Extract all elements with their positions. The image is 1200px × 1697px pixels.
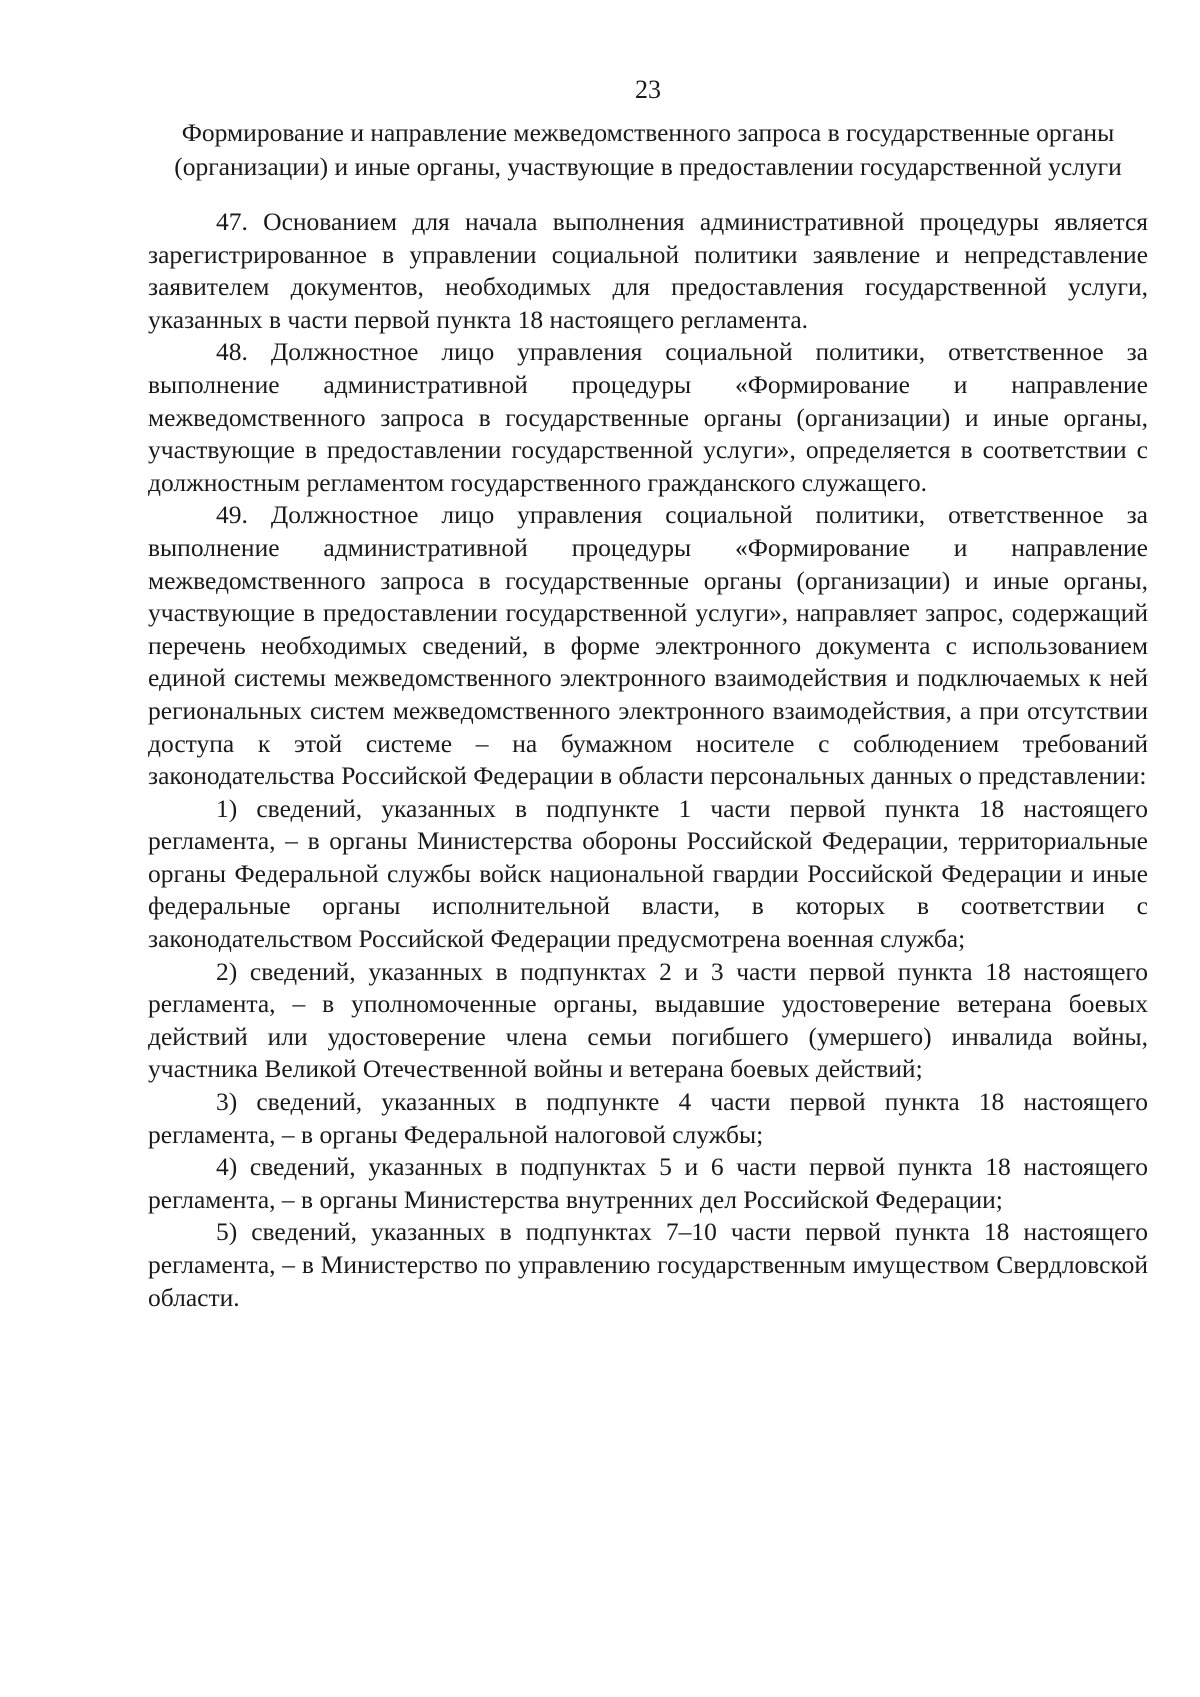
page-number: 23 <box>635 75 661 104</box>
list-item-1: 1) сведений, указанных в подпункте 1 части первой пункта 18 настоящего регламента, – в органы Министерства обороны Российской Федерации, территориальные органы Федеральной службы войск национальной гвардии Российской Федерации и иные федеральные органы исполнительной власти, в которых в соответствии с законодательством Российской Федерации предусмотрена военная служба; <box>148 793 1148 954</box>
document-page <box>148 70 1148 1314</box>
list-item-3: 3) сведений, указанных в подпункте 4 части первой пункта 18 настоящего регламента, – в органы Федеральной налоговой службы; <box>148 1087 1148 1149</box>
paragraph-48: 48. Должностное лицо управления социальной политики, ответственное за выполнение административной процедуры «Формирование и направление межведомственного запроса в государственные органы (организации) и иные органы, участвующие в предоставлении государственной услуги», определяется в соответствии с должностным регламентом государственного гражданского служащего. <box>148 337 1148 497</box>
paragraph-49: 49. Должностное лицо управления социальной политики, ответственное за выполнение административной процедуры «Формирование и направление межведомственного запроса в государственные органы (организации) и иные органы, участвующие в предоставлении государственной услуги», направляет запрос, содержащий перечень необходимых сведений, в форме электронного документа с использованием единой системы межведомственного электронного взаимодействия и подключаемых к ней региональных систем межведомственного электронного взаимодействия, а при отсутствии доступа к этой системе – на бумажном носителе с соблюдением требований законодательства Российской Федерации в области персональных данных о представлении: <box>148 500 1148 791</box>
list-item-5: 5) сведений, указанных в подпунктах 7–10 части первой пункта 18 настоящего регламента, – в Министерство по управлению государственным имуществом Свердловской области. <box>148 1217 1148 1312</box>
paragraph-47: 47. Основанием для начала выполнения административной процедуры является зарегистрированное в управлении социальной политики заявление и непредставление заявителем документов, необходимых для предоставления государственной услуги, указанных в части первой пункта 18 настоящего регламента. <box>148 207 1148 334</box>
list-item-4: 4) сведений, указанных в подпунктах 5 и 6 части первой пункта 18 настоящего регламента, – в органы Министерства внутренних дел Российской Федерации; <box>148 1152 1148 1214</box>
list-item-2: 2) сведений, указанных в подпунктах 2 и 3 части первой пункта 18 настоящего регламента, – в уполномоченные органы, выдавшие удостоверение ветерана боевых действий или удостоверение члена семьи погибшего (умершего) инвалида войны, участника Великой Отечественной войны и ветерана боевых действий; <box>148 956 1148 1084</box>
section-title: Формирование и направление межведомственного запроса в государственные органы (организации) и иные органы, участвующие в предоставлении государственной услуги <box>174 118 1122 181</box>
